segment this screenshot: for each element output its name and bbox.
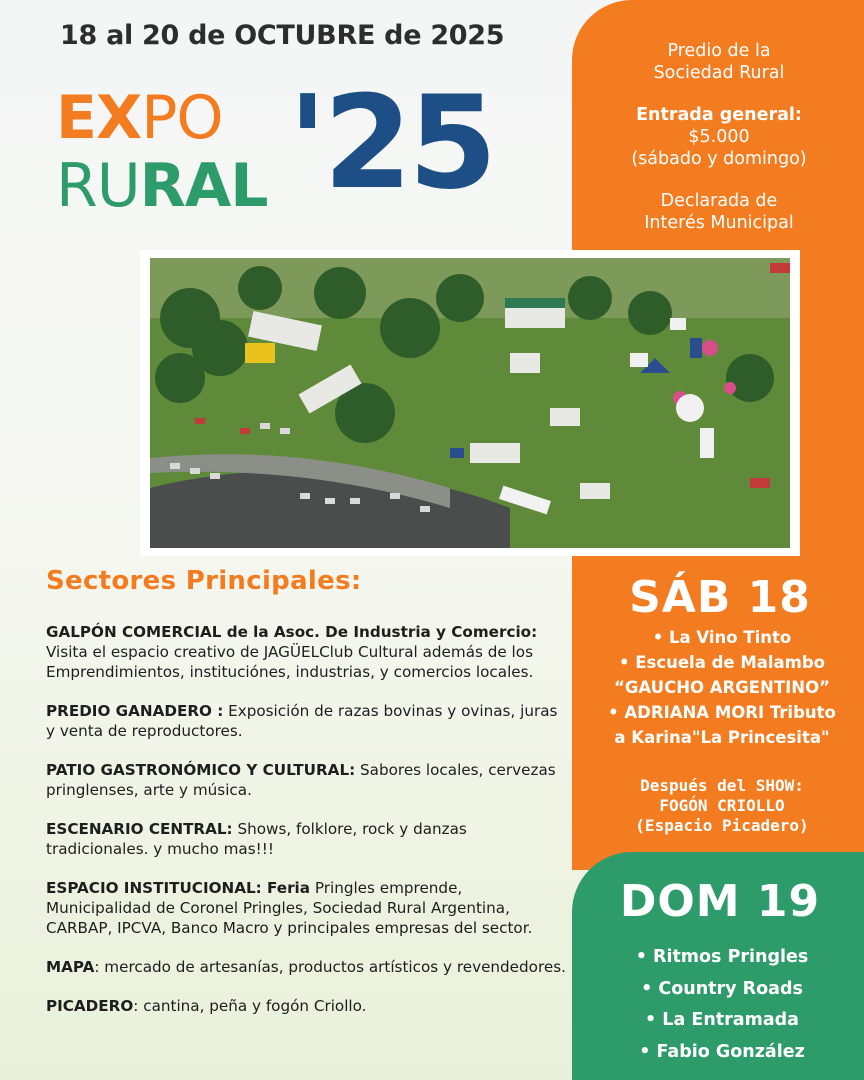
event-date: 18 al 20 de OCTUBRE de 2025 — [60, 20, 505, 51]
domingo-title: DOM 19 — [619, 876, 821, 927]
domingo-item: • Ritmos Pringles — [635, 947, 809, 967]
sector-patio-gastronomico: PATIO GASTRONÓMICO Y CULTURAL: Sabores locales, cervezas pringlenses, arte y música. — [46, 761, 556, 799]
aerial-fairground-photo — [150, 258, 790, 548]
logo-line-rural — [56, 151, 268, 221]
sector-predio-ganadero: PREDIO GANADERO : Exposición de razas bovinas y ovinas, juras y venta de reproductores. — [46, 702, 558, 740]
sabado-item: • ADRIANA MORI Tributo — [608, 703, 836, 722]
after-show-info: Después del SHOW: FOGÓN CRIOLLO (Espacio Picadero) — [635, 776, 809, 835]
logo-year: '25 — [288, 69, 494, 218]
expo-rural-logo — [56, 69, 536, 230]
sector-espacio-institucional: ESPACIO INSTITUCIONAL: Feria Pringles emprende, Municipalidad de Coronel Pringles, Sociedad Rural Argentina, CARBAP, IPCVA, Banco Macro y principales empresas del sector. — [46, 879, 533, 937]
logo-line-expo — [56, 83, 223, 153]
sabado-item: a Karina"La Princesita" — [614, 728, 830, 747]
sabado-title: SÁB 18 — [629, 572, 811, 623]
logo-rural-bold: RAL — [139, 151, 268, 221]
logo-rural-light: RU — [56, 151, 140, 221]
sectores-title: Sectores Principales: — [46, 566, 362, 596]
sector-escenario-central: ESCENARIO CENTRAL: Shows, folklore, rock y danzas tradicionales. y mucho mas!!! — [46, 820, 467, 858]
logo-expo-bold: EX — [56, 83, 142, 153]
sectores-list — [46, 622, 566, 1035]
location-text: Predio de la Sociedad Rural — [653, 41, 785, 83]
declared-text: Declarada de Interés Municipal — [644, 191, 794, 233]
sector-picadero: PICADERO: cantina, peña y fogón Criollo. — [46, 997, 367, 1015]
sabado-item: • Escuela de Malambo — [618, 653, 826, 672]
domingo-item: • Country Roads — [641, 978, 803, 999]
sector-galpon-comercial: GALPÓN COMERCIAL de la Asoc. De Industria y Comercio: Visita el espacio creativo de JAGÜELClub Cultural además de los Emprendimientos, instituciónes, industrias, y comercios locales. — [46, 623, 538, 681]
domingo-item: • La Entramada — [645, 1010, 799, 1030]
entrance-info: Entrada general: $5.000 (sábado y domingo) — [631, 105, 807, 169]
domingo-item: • Fabio González — [639, 1041, 805, 1062]
sabado-item: • La Vino Tinto — [652, 628, 792, 647]
logo-expo-light: PO — [141, 83, 223, 153]
sabado-item: “GAUCHO ARGENTINO” — [614, 678, 830, 697]
sabado-lineup — [580, 625, 864, 750]
sector-mapa: MAPA: mercado de artesanías, productos artísticos y revendedores. — [46, 958, 566, 976]
event-info — [586, 40, 852, 254]
domingo-lineup — [580, 942, 864, 1068]
